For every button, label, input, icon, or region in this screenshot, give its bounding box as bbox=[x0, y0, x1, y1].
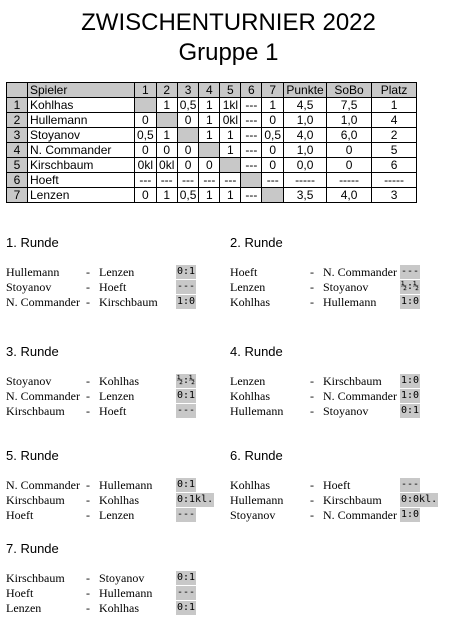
pairing-row bbox=[6, 478, 226, 493]
white-player: Stoyanov bbox=[6, 280, 52, 294]
game-result: 0:1 bbox=[177, 602, 196, 613]
game-result: 0:1 bbox=[177, 266, 196, 277]
sobo-cell: 0 bbox=[327, 158, 372, 173]
header-cell-sobo: SoBo bbox=[327, 83, 372, 98]
pairing-row bbox=[6, 586, 226, 601]
player-name: Kohlhas bbox=[28, 98, 135, 113]
result-cell: 0 bbox=[135, 143, 157, 158]
crosstable-row bbox=[7, 143, 417, 158]
black-player: Kirschbaum bbox=[99, 295, 158, 309]
player-name: Kirschbaum bbox=[28, 158, 135, 173]
diagonal-cell bbox=[135, 98, 157, 113]
points-cell: 3,5 bbox=[284, 188, 327, 203]
rank-cell: 1 bbox=[372, 98, 417, 113]
game-result: --- bbox=[177, 281, 196, 292]
player-number: 4 bbox=[7, 143, 28, 158]
result-cell: --- bbox=[262, 173, 284, 188]
crosstable-row bbox=[7, 188, 417, 203]
diagonal-cell bbox=[262, 188, 284, 203]
pairing-row bbox=[230, 374, 450, 389]
result-cell: 1 bbox=[220, 143, 241, 158]
pairing-row bbox=[6, 404, 226, 419]
result-cell: 0,5 bbox=[262, 128, 284, 143]
pairing-dash: - bbox=[86, 280, 90, 294]
pairing-dash: - bbox=[310, 265, 314, 279]
round-title: 6. Runde bbox=[230, 448, 283, 463]
result-cell: 1 bbox=[220, 188, 241, 203]
player-number: 7 bbox=[7, 188, 28, 203]
result-cell: --- bbox=[220, 173, 241, 188]
game-result: ½:½ bbox=[177, 375, 196, 386]
game-result: --- bbox=[401, 479, 420, 490]
pairing-row bbox=[6, 280, 226, 295]
result-cell: 0 bbox=[177, 158, 199, 173]
pairing-row bbox=[6, 295, 226, 310]
result-cell: 0 bbox=[199, 158, 220, 173]
crosstable-body bbox=[7, 98, 417, 203]
result-cell: 0 bbox=[135, 113, 157, 128]
pairing-dash: - bbox=[86, 295, 90, 309]
white-player: Lenzen bbox=[230, 374, 266, 388]
white-player: Kohlhas bbox=[230, 389, 270, 403]
result-cell: --- bbox=[241, 188, 262, 203]
pairing-dash: - bbox=[86, 374, 90, 388]
round-block bbox=[6, 235, 226, 325]
pairing-dash: - bbox=[86, 601, 90, 615]
game-result: 0:1 bbox=[177, 572, 196, 583]
pairing-row bbox=[6, 374, 226, 389]
pairing-row bbox=[6, 265, 226, 280]
white-player: Hullemann bbox=[230, 493, 284, 507]
sobo-cell: 0 bbox=[327, 143, 372, 158]
black-player: Kirschbaum bbox=[323, 374, 382, 388]
game-result: 0:1 bbox=[401, 405, 420, 416]
result-cell: --- bbox=[241, 158, 262, 173]
round-block bbox=[230, 344, 450, 434]
game-result: 0:1 bbox=[177, 479, 196, 490]
player-name: Stoyanov bbox=[28, 128, 135, 143]
result-cell: 1kl bbox=[220, 98, 241, 113]
pairing-row bbox=[230, 295, 450, 310]
game-result: 0:1 bbox=[177, 390, 196, 401]
rank-cell: 2 bbox=[372, 128, 417, 143]
diagonal-cell bbox=[241, 173, 262, 188]
white-player: Hoeft bbox=[230, 265, 258, 279]
white-player: Kirschbaum bbox=[6, 493, 65, 507]
result-cell: 1 bbox=[156, 128, 177, 143]
black-player: Hoeft bbox=[99, 404, 127, 418]
header-cell-round: 1 bbox=[135, 83, 157, 98]
pairing-dash: - bbox=[86, 389, 90, 403]
crosstable-row bbox=[7, 98, 417, 113]
white-player: Stoyanov bbox=[230, 508, 276, 522]
black-player: Lenzen bbox=[99, 265, 135, 279]
result-cell: --- bbox=[241, 98, 262, 113]
white-player: Lenzen bbox=[6, 601, 42, 615]
result-cell: --- bbox=[156, 173, 177, 188]
points-cell: 1,0 bbox=[284, 113, 327, 128]
white-player: Kohlhas bbox=[230, 295, 270, 309]
pairing-dash: - bbox=[86, 508, 90, 522]
rank-cell: 6 bbox=[372, 158, 417, 173]
round-title: 5. Runde bbox=[6, 448, 59, 463]
result-cell: 0,5 bbox=[135, 128, 157, 143]
page-title: ZWISCHENTURNIER 2022 bbox=[81, 9, 376, 36]
sobo-cell: 7,5 bbox=[327, 98, 372, 113]
round-block bbox=[230, 448, 450, 538]
round-title: 2. Runde bbox=[230, 235, 283, 250]
round-block bbox=[230, 235, 450, 325]
pairing-dash: - bbox=[310, 404, 314, 418]
black-player: Kohlhas bbox=[99, 601, 139, 615]
player-name: N. Commander bbox=[28, 143, 135, 158]
game-result: 1:0 bbox=[401, 296, 420, 307]
pairing-dash: - bbox=[86, 265, 90, 279]
white-player: Hoeft bbox=[6, 508, 34, 522]
white-player: Kohlhas bbox=[230, 478, 270, 492]
result-cell: 1 bbox=[156, 188, 177, 203]
round-title: 3. Runde bbox=[6, 344, 59, 359]
header-cell-round: 5 bbox=[220, 83, 241, 98]
pairing-row bbox=[6, 508, 226, 523]
crosstable-row bbox=[7, 173, 417, 188]
points-cell: 4,0 bbox=[284, 128, 327, 143]
result-cell: --- bbox=[135, 173, 157, 188]
black-player: Kirschbaum bbox=[323, 493, 382, 507]
player-name: Lenzen bbox=[28, 188, 135, 203]
black-player: N. Commander bbox=[323, 508, 397, 522]
result-cell: 1 bbox=[156, 98, 177, 113]
black-player: Stoyanov bbox=[323, 280, 369, 294]
player-number: 1 bbox=[7, 98, 28, 113]
game-result: ½:½ bbox=[401, 281, 420, 292]
pairing-dash: - bbox=[86, 571, 90, 585]
white-player: Stoyanov bbox=[6, 374, 52, 388]
rank-cell: 5 bbox=[372, 143, 417, 158]
pairing-dash: - bbox=[86, 493, 90, 507]
black-player: Hullemann bbox=[323, 295, 377, 309]
result-cell: --- bbox=[241, 128, 262, 143]
crosstable-row bbox=[7, 128, 417, 143]
pairing-row bbox=[230, 389, 450, 404]
pairing-row bbox=[6, 389, 226, 404]
player-number: 2 bbox=[7, 113, 28, 128]
white-player: Hoeft bbox=[6, 586, 34, 600]
diagonal-cell bbox=[177, 128, 199, 143]
crosstable-header-row bbox=[7, 83, 417, 98]
round-block bbox=[6, 344, 226, 434]
crosstable-row bbox=[7, 113, 417, 128]
result-cell: 0 bbox=[156, 143, 177, 158]
round-title: 1. Runde bbox=[6, 235, 59, 250]
result-cell: 0 bbox=[262, 158, 284, 173]
sobo-cell: ----- bbox=[327, 173, 372, 188]
sobo-cell: 6,0 bbox=[327, 128, 372, 143]
black-player: Kohlhas bbox=[99, 374, 139, 388]
sobo-cell: 4,0 bbox=[327, 188, 372, 203]
white-player: Kirschbaum bbox=[6, 404, 65, 418]
pairing-row bbox=[230, 404, 450, 419]
pairing-row bbox=[230, 478, 450, 493]
result-cell: 0,5 bbox=[177, 188, 199, 203]
player-number: 5 bbox=[7, 158, 28, 173]
header-cell-points: Punkte bbox=[284, 83, 327, 98]
result-cell: 0 bbox=[177, 143, 199, 158]
diagonal-cell bbox=[156, 113, 177, 128]
crosstable-row bbox=[7, 158, 417, 173]
white-player: N. Commander bbox=[6, 295, 80, 309]
player-name: Hullemann bbox=[28, 113, 135, 128]
pairing-dash: - bbox=[86, 404, 90, 418]
game-result: --- bbox=[177, 405, 196, 416]
game-result: 0:0kl. bbox=[401, 494, 438, 505]
game-result: --- bbox=[177, 587, 196, 598]
header-cell-round: 2 bbox=[156, 83, 177, 98]
result-cell: 0kl bbox=[156, 158, 177, 173]
player-number: 3 bbox=[7, 128, 28, 143]
result-cell: --- bbox=[241, 113, 262, 128]
pairing-dash: - bbox=[310, 280, 314, 294]
pairing-row bbox=[6, 571, 226, 586]
game-result: 1:0 bbox=[177, 296, 196, 307]
result-cell: 0 bbox=[262, 113, 284, 128]
result-cell: 1 bbox=[220, 128, 241, 143]
black-player: N. Commander bbox=[323, 265, 397, 279]
white-player: N. Commander bbox=[6, 389, 80, 403]
game-result: --- bbox=[177, 509, 196, 520]
result-cell: 0 bbox=[177, 113, 199, 128]
pairing-dash: - bbox=[310, 374, 314, 388]
crosstable bbox=[6, 82, 417, 203]
result-cell: --- bbox=[199, 173, 220, 188]
points-cell: 4,5 bbox=[284, 98, 327, 113]
result-cell: 1 bbox=[262, 98, 284, 113]
result-cell: 1 bbox=[199, 98, 220, 113]
header-cell-round: 7 bbox=[262, 83, 284, 98]
rank-cell: ----- bbox=[372, 173, 417, 188]
black-player: Lenzen bbox=[99, 508, 135, 522]
result-cell: 1 bbox=[199, 113, 220, 128]
pairing-row bbox=[230, 280, 450, 295]
round-title: 7. Runde bbox=[6, 541, 59, 556]
game-result: --- bbox=[401, 266, 420, 277]
game-result: 1:0 bbox=[401, 390, 420, 401]
sobo-cell: 1,0 bbox=[327, 113, 372, 128]
header-cell-number bbox=[7, 83, 28, 98]
white-player: N. Commander bbox=[6, 478, 80, 492]
black-player: Kohlhas bbox=[99, 493, 139, 507]
player-number: 6 bbox=[7, 173, 28, 188]
black-player: Lenzen bbox=[99, 389, 135, 403]
pairing-dash: - bbox=[310, 493, 314, 507]
white-player: Lenzen bbox=[230, 280, 266, 294]
white-player: Hullemann bbox=[6, 265, 60, 279]
result-cell: 1 bbox=[199, 128, 220, 143]
points-cell: ----- bbox=[284, 173, 327, 188]
pairing-dash: - bbox=[86, 478, 90, 492]
pairing-row bbox=[230, 493, 450, 508]
result-cell: 0kl bbox=[220, 113, 241, 128]
round-title: 4. Runde bbox=[230, 344, 283, 359]
white-player: Hullemann bbox=[230, 404, 284, 418]
result-cell: --- bbox=[241, 143, 262, 158]
header-cell-round: 4 bbox=[199, 83, 220, 98]
black-player: N. Commander bbox=[323, 389, 397, 403]
result-cell: 0kl bbox=[135, 158, 157, 173]
pairing-row bbox=[230, 265, 450, 280]
result-cell: --- bbox=[177, 173, 199, 188]
round-block bbox=[6, 448, 226, 538]
pairing-dash: - bbox=[86, 586, 90, 600]
header-cell-player: Spieler bbox=[28, 83, 135, 98]
game-result: 0:1kl. bbox=[177, 494, 214, 505]
result-cell: 0 bbox=[262, 143, 284, 158]
black-player: Hullemann bbox=[99, 478, 153, 492]
result-cell: 0,5 bbox=[177, 98, 199, 113]
points-cell: 1,0 bbox=[284, 143, 327, 158]
player-name: Hoeft bbox=[28, 173, 135, 188]
black-player: Hullemann bbox=[99, 586, 153, 600]
rank-cell: 4 bbox=[372, 113, 417, 128]
pairing-dash: - bbox=[310, 478, 314, 492]
game-result: 1:0 bbox=[401, 375, 420, 386]
pairing-row bbox=[230, 508, 450, 523]
game-result: 1:0 bbox=[401, 509, 420, 520]
header-cell-round: 6 bbox=[241, 83, 262, 98]
black-player: Stoyanov bbox=[99, 571, 145, 585]
result-cell: 1 bbox=[199, 188, 220, 203]
round-block bbox=[6, 541, 226, 631]
white-player: Kirschbaum bbox=[6, 571, 65, 585]
diagonal-cell bbox=[220, 158, 241, 173]
rank-cell: 3 bbox=[372, 188, 417, 203]
header-cell-round: 3 bbox=[177, 83, 199, 98]
pairing-row bbox=[6, 493, 226, 508]
pairing-dash: - bbox=[310, 295, 314, 309]
pairing-row bbox=[6, 601, 226, 616]
pairing-dash: - bbox=[310, 508, 314, 522]
pairing-dash: - bbox=[310, 389, 314, 403]
black-player: Hoeft bbox=[99, 280, 127, 294]
black-player: Hoeft bbox=[323, 478, 351, 492]
points-cell: 0,0 bbox=[284, 158, 327, 173]
result-cell: 0 bbox=[135, 188, 157, 203]
header-cell-rank: Platz bbox=[372, 83, 417, 98]
group-title: Gruppe 1 bbox=[178, 39, 279, 66]
diagonal-cell bbox=[199, 143, 220, 158]
black-player: Stoyanov bbox=[323, 404, 369, 418]
